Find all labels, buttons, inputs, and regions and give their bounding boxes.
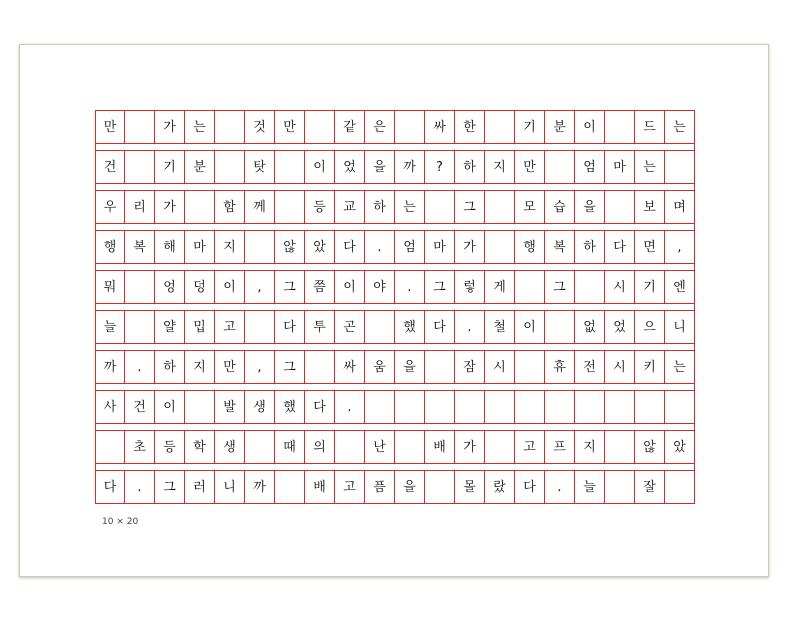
grid-cell: [125, 151, 155, 183]
grid-cell: 이: [215, 271, 245, 303]
grid-cell: 게: [485, 271, 515, 303]
grid-cell: 엔: [673, 279, 686, 295]
grid-cell: [395, 111, 425, 143]
grid-cell: 는: [395, 191, 425, 223]
grid-cell: [245, 431, 275, 463]
grid-cell: [215, 111, 245, 143]
grid-cell: [96, 431, 125, 463]
grid-cell: [215, 151, 245, 183]
grid-cell: 함: [215, 191, 245, 223]
grid-cell: [545, 391, 575, 423]
grid-cell: 는: [673, 119, 686, 135]
grid-cell: 늘: [575, 471, 605, 503]
grid-cell: 는: [635, 151, 665, 183]
grid-cell: 그: [455, 191, 485, 223]
grid-cell: 랐: [485, 471, 515, 503]
grid-cell: [605, 471, 635, 503]
grid-cell: 싸: [425, 111, 455, 143]
grid-cell: .: [455, 311, 485, 343]
grid-cell: 기: [515, 111, 545, 143]
grid-cell: 마: [605, 151, 635, 183]
grid-row: [96, 310, 694, 344]
grid-cell: [245, 231, 275, 263]
grid-cell: 했: [395, 311, 425, 343]
manuscript-grid: [95, 110, 695, 504]
grid-cell: 얄: [155, 311, 185, 343]
grid-cell: .: [545, 471, 575, 503]
grid-cell: 고: [515, 431, 545, 463]
grid-cell: 늘: [96, 311, 125, 343]
grid-cell: [395, 431, 425, 463]
grid-cell: 철: [485, 311, 515, 343]
grid-cell: .: [395, 271, 425, 303]
grid-cell: 을: [395, 471, 425, 503]
grid-cell: .: [125, 471, 155, 503]
grid-cell: 때: [275, 431, 305, 463]
grid-cell: 니: [673, 319, 686, 335]
grid-cell: 보: [635, 191, 665, 223]
grid-cell: [515, 391, 545, 423]
grid-cell: 다: [96, 471, 125, 503]
grid-cell: 했: [275, 391, 305, 423]
grid-cell: 만: [515, 151, 545, 183]
grid-cell: [275, 191, 305, 223]
grid-cell: 하: [455, 151, 485, 183]
grid-cell: ,: [245, 271, 275, 303]
manuscript-page: [19, 44, 769, 577]
grid-cell: 만: [275, 111, 305, 143]
grid-cell: 을: [365, 151, 395, 183]
grid-cell: 으: [635, 311, 665, 343]
grid-row: [96, 430, 694, 464]
grid-cell: 을: [395, 351, 425, 383]
grid-cell: 초: [125, 431, 155, 463]
grid-cell: ,: [677, 239, 682, 255]
grid-row: [96, 150, 694, 184]
grid-cell: 않: [635, 431, 665, 463]
grid-cell: [125, 111, 155, 143]
grid-cell: [305, 111, 335, 143]
grid-cell: 지: [215, 231, 245, 263]
grid-cell: 야: [365, 271, 395, 303]
grid-cell: 그: [425, 271, 455, 303]
grid-cell: 픔: [365, 471, 395, 503]
grid-cell: [665, 391, 694, 423]
grid-cell: [485, 191, 515, 223]
grid-cell: 곤: [335, 311, 365, 343]
grid-cell: 행: [96, 231, 125, 263]
grid-cell: 엄: [575, 151, 605, 183]
grid-cell: 이: [335, 271, 365, 303]
grid-cell: 복: [545, 231, 575, 263]
grid-cell: 분: [545, 111, 575, 143]
grid-cell: 는: [673, 359, 686, 375]
grid-cell: ?: [425, 151, 455, 183]
grid-cell: 만: [215, 351, 245, 383]
grid-cell: 분: [185, 151, 215, 183]
grid-cell: 시: [605, 351, 635, 383]
grid-cell: 키: [635, 351, 665, 383]
grid-cell: 것: [245, 111, 275, 143]
grid-cell: [635, 391, 665, 423]
grid-cell: [605, 391, 635, 423]
grid-cell: 지: [575, 431, 605, 463]
grid-cell: [545, 151, 575, 183]
grid-cell: .: [335, 391, 365, 423]
grid-cell: [425, 191, 455, 223]
grid-row: [96, 270, 694, 304]
grid-cell: 싸: [335, 351, 365, 383]
grid-cell: 한: [455, 111, 485, 143]
grid-cell: 가: [455, 431, 485, 463]
grid-cell: 학: [185, 431, 215, 463]
grid-cell: 그: [275, 351, 305, 383]
grid-cell: 드: [635, 111, 665, 143]
grid-cell: 시: [605, 271, 635, 303]
grid-cell: 건: [125, 391, 155, 423]
grid-cell: 는: [185, 111, 215, 143]
grid-cell: [305, 351, 335, 383]
grid-cell: 다: [305, 391, 335, 423]
grid-cell: 고: [215, 311, 245, 343]
grid-cell: [395, 391, 425, 423]
grid-row: [96, 230, 694, 264]
grid-cell: 가: [155, 111, 185, 143]
grid-cell: [125, 271, 155, 303]
grid-cell: 난: [365, 431, 395, 463]
grid-cell: [575, 391, 605, 423]
grid-cell: 쯤: [305, 271, 335, 303]
grid-cell: [365, 311, 395, 343]
grid-cell: [125, 311, 155, 343]
grid-cell: 까: [395, 151, 425, 183]
grid-cell: 움: [365, 351, 395, 383]
grid-cell: 가: [155, 191, 185, 223]
grid-cell: 배: [425, 431, 455, 463]
grid-cell: [485, 391, 515, 423]
grid-cell: 등: [305, 191, 335, 223]
grid-cell: [515, 351, 545, 383]
grid-cell: 잠: [455, 351, 485, 383]
grid-cell: .: [125, 351, 155, 383]
grid-cell: 그: [275, 271, 305, 303]
grid-cell: 았: [305, 231, 335, 263]
grid-cell: 투: [305, 311, 335, 343]
grid-cell: 마: [185, 231, 215, 263]
grid-cell: 렇: [455, 271, 485, 303]
grid-cell: 다: [335, 231, 365, 263]
grid-cell: 없: [575, 311, 605, 343]
grid-cell: [605, 111, 635, 143]
grid-cell: 몰: [455, 471, 485, 503]
grid-cell: 복: [125, 231, 155, 263]
grid-cell: 행: [515, 231, 545, 263]
grid-cell: [245, 311, 275, 343]
grid-cell: 뭐: [96, 271, 125, 303]
grid-cell: 께: [245, 191, 275, 223]
grid-cell: 해: [155, 231, 185, 263]
grid-cell: 배: [305, 471, 335, 503]
grid-cell: [275, 151, 305, 183]
grid-cell: 까: [96, 351, 125, 383]
grid-cell: 시: [485, 351, 515, 383]
grid-row: [96, 110, 694, 144]
grid-cell: 습: [545, 191, 575, 223]
grid-cell: 모: [515, 191, 545, 223]
grid-cell: 다: [275, 311, 305, 343]
grid-cell: 생: [245, 391, 275, 423]
grid-cell: [515, 271, 545, 303]
grid-cell: 발: [215, 391, 245, 423]
grid-cell: 만: [96, 111, 125, 143]
grid-cell: 기: [635, 271, 665, 303]
grid-cell: 었: [335, 151, 365, 183]
grid-cell: [605, 431, 635, 463]
grid-cell: 다: [425, 311, 455, 343]
grid-cell: 았: [673, 439, 686, 455]
grid-cell: 며: [673, 199, 686, 215]
grid-cell: [335, 431, 365, 463]
grid-cell: [425, 391, 455, 423]
grid-cell: 밉: [185, 311, 215, 343]
grid-cell: [185, 391, 215, 423]
grid-cell: 가: [455, 231, 485, 263]
grid-cell: 하: [155, 351, 185, 383]
grid-cell: [605, 191, 635, 223]
grid-cell: [485, 431, 515, 463]
grid-cell: 엉: [155, 271, 185, 303]
grid-cell: 건: [96, 151, 125, 183]
grid-cell: 니: [215, 471, 245, 503]
grid-cell: [425, 351, 455, 383]
grid-cell: 생: [215, 431, 245, 463]
grid-cell: 다: [515, 471, 545, 503]
grid-cell: 탓: [245, 151, 275, 183]
grid-cell: 덩: [185, 271, 215, 303]
grid-cell: 전: [575, 351, 605, 383]
grid-cell: 었: [605, 311, 635, 343]
grid-cell: ,: [245, 351, 275, 383]
grid-cell: 이: [155, 391, 185, 423]
grid-cell: 않: [275, 231, 305, 263]
grid-cell: 이: [305, 151, 335, 183]
grid-cell: [485, 231, 515, 263]
grid-cell: [185, 191, 215, 223]
grid-row: [96, 470, 694, 504]
grid-cell: .: [365, 231, 395, 263]
grid-cell: 이: [515, 311, 545, 343]
grid-cell: 그: [155, 471, 185, 503]
grid-cell: 휴: [545, 351, 575, 383]
grid-cell: 이: [575, 111, 605, 143]
grid-cell: 기: [155, 151, 185, 183]
grid-cell: [365, 391, 395, 423]
grid-cell: 지: [485, 151, 515, 183]
grid-cell: 면: [635, 231, 665, 263]
grid-cell: [665, 151, 694, 183]
grid-row: [96, 190, 694, 224]
grid-cell: 엄: [395, 231, 425, 263]
grid-row: [96, 390, 694, 424]
grid-cell: [455, 391, 485, 423]
grid-cell: [485, 111, 515, 143]
grid-cell: 은: [365, 111, 395, 143]
grid-cell: 등: [155, 431, 185, 463]
grid-cell: 프: [545, 431, 575, 463]
grid-cell: [275, 471, 305, 503]
grid-cell: [575, 271, 605, 303]
grid-cell: 의: [305, 431, 335, 463]
grid-cell: 을: [575, 191, 605, 223]
grid-cell: 하: [365, 191, 395, 223]
grid-cell: [425, 471, 455, 503]
grid-cell: [665, 471, 694, 503]
grid-cell: 까: [245, 471, 275, 503]
grid-cell: 같: [335, 111, 365, 143]
grid-cell: 그: [545, 271, 575, 303]
grid-cell: 우: [96, 191, 125, 223]
grid-cell: 고: [335, 471, 365, 503]
grid-size-caption: 10 × 20: [102, 517, 139, 527]
grid-row: [96, 350, 694, 384]
grid-cell: 사: [96, 391, 125, 423]
grid-cell: 다: [605, 231, 635, 263]
grid-cell: 하: [575, 231, 605, 263]
grid-cell: [545, 311, 575, 343]
grid-cell: 러: [185, 471, 215, 503]
grid-cell: 잘: [635, 471, 665, 503]
grid-cell: 교: [335, 191, 365, 223]
grid-cell: 리: [125, 191, 155, 223]
grid-cell: 지: [185, 351, 215, 383]
grid-cell: 마: [425, 231, 455, 263]
